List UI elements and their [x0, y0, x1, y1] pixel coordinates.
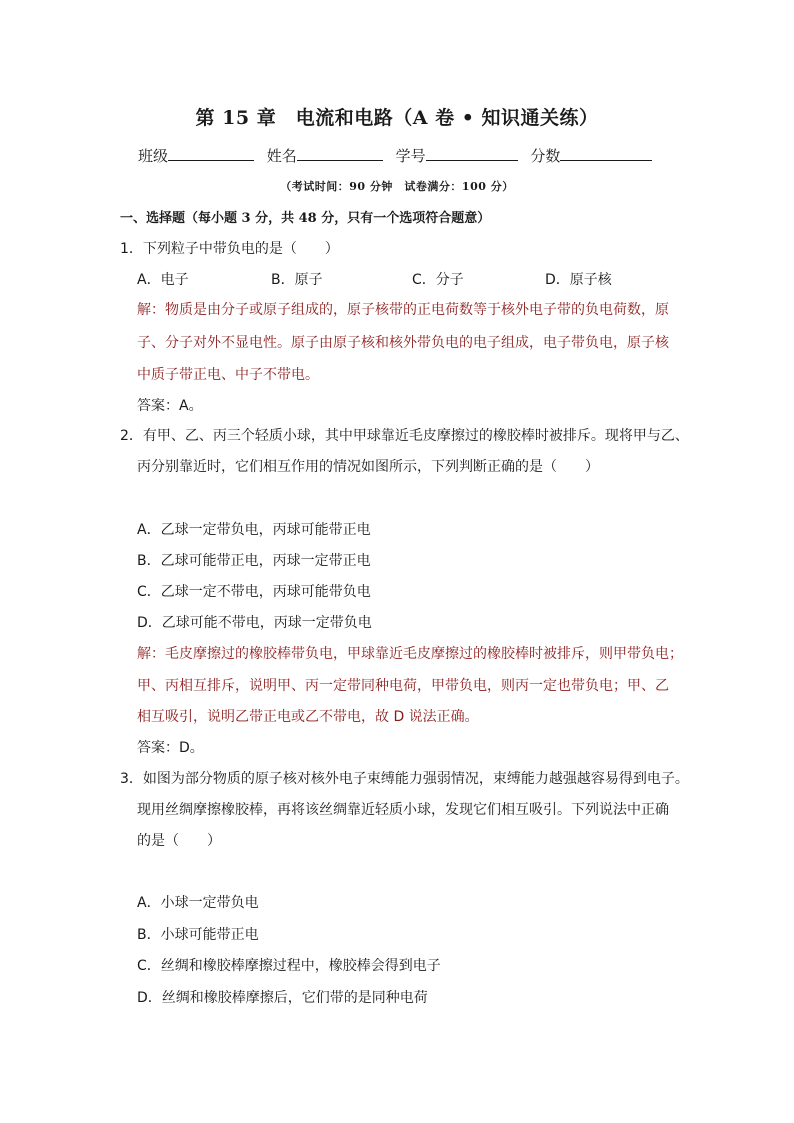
question-2-solution-line: 解：毛皮摩擦过的橡胶棒带负电，甲球靠近毛皮摩擦过的橡胶棒时被排斥，则甲带负电； [137, 646, 683, 662]
question-2-stem-line: 丙分别靠近时，它们相互作用的情况如图所示，下列判断正确的是（ ） [137, 459, 599, 475]
id-blank[interactable] [426, 146, 518, 161]
question-3-stem-line: 3．如图为部分物质的原子核对核外电子束缚能力强弱情况，束缚能力越强越容易得到电子。 [120, 771, 689, 787]
score-label: 分数 [530, 147, 561, 165]
question-2-option-a[interactable]: A．乙球一定带负电，丙球可能带正电 [137, 522, 371, 538]
name-label: 姓名 [266, 147, 297, 165]
question-2-answer: 答案：D。 [137, 740, 204, 756]
question-2-option-d[interactable]: D．乙球可能不带电，丙球一定带负电 [137, 615, 372, 631]
question-1-solution-line: 中质子带正电、中子不带电。 [137, 367, 319, 383]
question-2-solution-line: 甲、丙相互排斥，说明甲、丙一定带同种电荷，甲带负电，则丙一定也带负电；甲、乙 [137, 678, 669, 694]
question-3-stem-line: 的是（ ） [137, 833, 221, 849]
time-info: （考试时间：90 分钟 试卷满分：100 分） [280, 180, 514, 193]
question-2-option-c[interactable]: C．乙球一定不带电，丙球可能带负电 [137, 584, 371, 600]
question-3-option-c[interactable]: C．丝绸和橡胶棒摩擦过程中，橡胶棒会得到电子 [137, 958, 441, 974]
id-label: 学号 [395, 147, 426, 165]
question-1-answer: 答案：A。 [137, 398, 203, 414]
option-d[interactable]: D．原子核 [545, 272, 612, 288]
question-3-option-b[interactable]: B．小球可能带正电 [137, 927, 259, 943]
option-b[interactable]: B．原子 [271, 272, 323, 288]
option-a[interactable]: A．电子 [137, 272, 189, 288]
name-blank[interactable] [297, 146, 383, 161]
score-blank[interactable] [560, 146, 652, 161]
option-c[interactable]: C．分子 [412, 272, 464, 288]
question-3-option-d[interactable]: D．丝绸和橡胶棒摩擦后，它们带的是同种电荷 [137, 990, 428, 1006]
page-title: 第 15 章 电流和电路（A 卷 • 知识通关练） [195, 107, 599, 129]
question-2-option-b[interactable]: B．乙球可能带正电，丙球一定带正电 [137, 553, 371, 569]
class-label: 班级 [138, 147, 169, 165]
question-1-stem: 1．下列粒子中带负电的是（ ） [120, 241, 339, 257]
question-1-options [137, 269, 612, 289]
question-2-stem-line: 2．有甲、乙、丙三个轻质小球，其中甲球靠近毛皮摩擦过的橡胶棒时被排斥。现将甲与乙、 [120, 428, 689, 444]
student-info-row [138, 145, 698, 166]
question-2-solution-line: 相互吸引，说明乙带正电或乙不带电，故 D 说法正确。 [137, 709, 479, 725]
question-3-stem-line: 现用丝绸摩擦橡胶棒，再将该丝绸靠近轻质小球，发现它们相互吸引。下列说法中正确 [137, 802, 669, 818]
question-3-option-a[interactable]: A．小球一定带负电 [137, 895, 259, 911]
question-1-solution-line: 子、分子对外不显电性。原子由原子核和核外带负电的电子组成，电子带负电，原子核 [137, 335, 669, 351]
question-1-solution-line: 解：物质是由分子或原子组成的，原子核带的正电荷数等于核外电子带的负电荷数，原 [137, 302, 669, 318]
class-blank[interactable] [168, 146, 254, 161]
section-title: 一、选择题（每小题 3 分，共 48 分，只有一个选项符合题意） [120, 211, 491, 226]
